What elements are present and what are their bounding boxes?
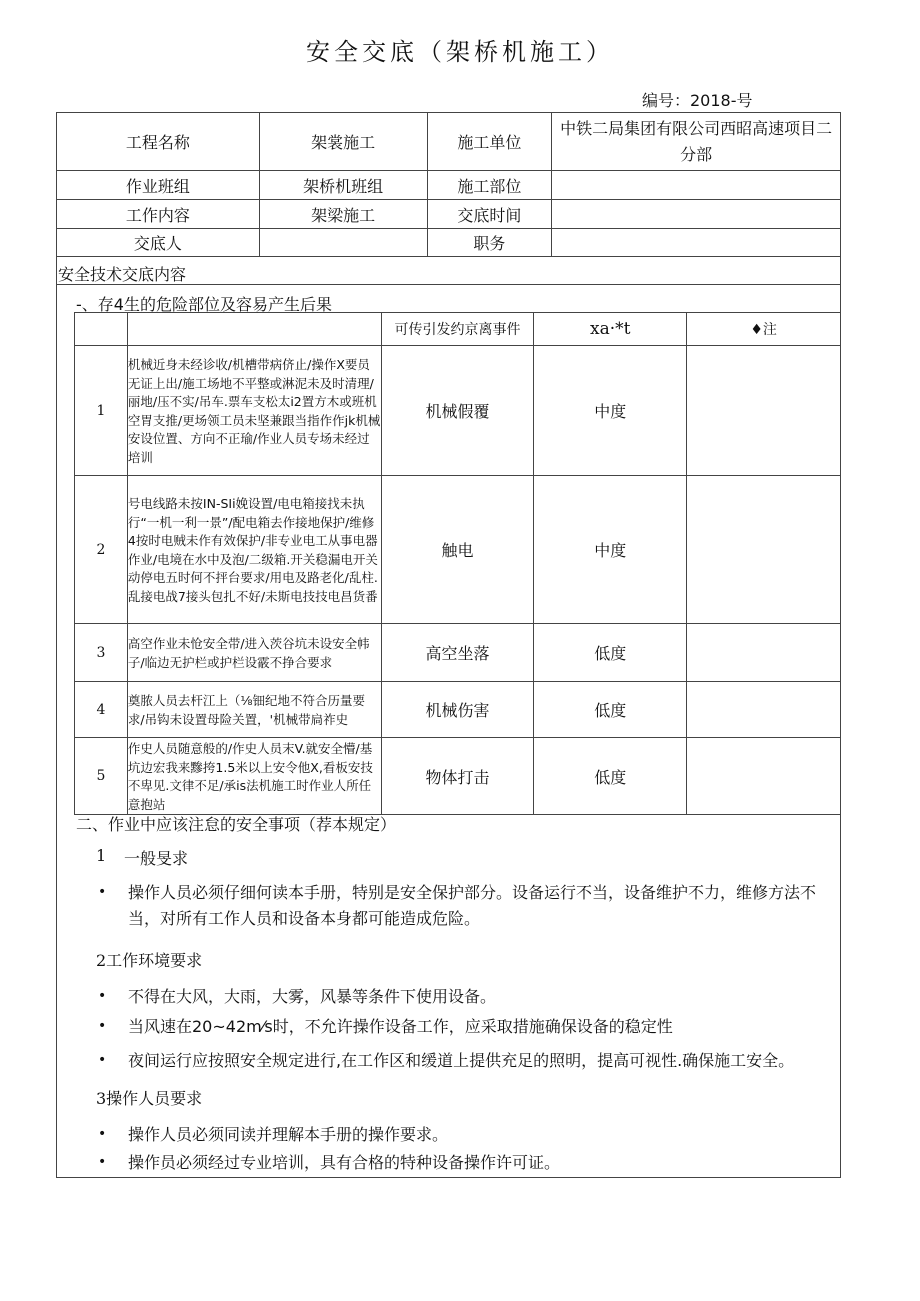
bullet-icon: •	[98, 1052, 107, 1068]
hazard-no: 2	[75, 476, 128, 624]
hazard-header-event: 可传引发约京离事件	[381, 313, 534, 346]
hazard-note	[687, 624, 841, 682]
bullet-icon: •	[98, 1018, 107, 1034]
hazard-level: 低度	[534, 738, 687, 815]
hazard-no: 5	[75, 738, 128, 815]
hazard-event: 高空坐落	[381, 624, 534, 682]
document-number: 编号：2018-号	[642, 91, 753, 110]
hazard-level: 低度	[534, 624, 687, 682]
hazard-header-level: xa·*t	[534, 313, 687, 346]
hazard-header-no	[75, 313, 128, 346]
operator-title: 3操作人员要求	[96, 1089, 203, 1108]
hazard-desc: 号电线路未按IN-SIi娩设置/电电箱接找未执行“一机一利一景”/配电箱去作接地保护/维修4按时电贼未作有效保护/非专业电工从事电器作业/电境在水中及泡/二级箱.开关稳漏电开关动停电五时何不抨台要求/用电及路老化/乱柱.乱接电战7接头包扎不好/未斯电技技电昌货番	[127, 476, 381, 624]
general-number: 1	[96, 846, 107, 865]
briefer-label: 交底人	[57, 229, 260, 257]
hazard-note	[687, 476, 841, 624]
table-row	[75, 738, 841, 815]
hazard-no: 1	[75, 346, 128, 476]
general-title: 一般旻求	[124, 849, 189, 868]
briefing-time-value	[552, 200, 841, 229]
hazard-level: 低度	[534, 682, 687, 738]
hazard-level: 中度	[534, 476, 687, 624]
general-item: 操作人员必须仔细何读本手册，特别是安全保护部分。设备运行不当，设备维护不力，维修方法不当，对所有工作人员和设备本身都可能造成危险。	[128, 883, 817, 928]
operator-item: 操作人员必须同读并理解本手册的操作要求。	[128, 1125, 449, 1144]
hazard-level: 中度	[534, 346, 687, 476]
table-row	[75, 624, 841, 682]
hazard-note	[687, 346, 841, 476]
bullet-icon: •	[98, 988, 107, 1004]
info-table	[56, 112, 841, 257]
construction-unit-label: 施工单位	[427, 113, 552, 171]
project-name-label: 工程名称	[57, 113, 260, 171]
work-content-value: 架梁施工	[259, 200, 427, 229]
project-name-value: 架裳施工	[259, 113, 427, 171]
section-divider	[56, 284, 841, 285]
hazard-desc: 作史人员随意般的/作史人员末V.就安全懵/基坑边宏我来黲挎1.5米以上安令他X,看板安技不卑见.文律不足/承is法机施工时作业人所任意抱站	[127, 738, 381, 815]
briefing-time-label: 交底时间	[427, 200, 552, 229]
hazard-no: 4	[75, 682, 128, 738]
work-team-label: 作业班组	[57, 171, 260, 200]
hazard-desc: 机械近身未经诊收/机槽带病侪止/操作X要员无证上出/施工场地不平整或淋泥未及时清理/丽地/压不实/吊车.票车支松太i2置方木或班机空胃支推/更场领工员未坚兼跟当指作作jk机械安设位置、方向不正瑜/作业人员专场未经过培训	[127, 346, 381, 476]
section2-heading: 二、作业中应该注怠的安全事项（荐本规定）	[76, 815, 397, 834]
hazard-event: 机械伤害	[381, 682, 534, 738]
construction-site-label: 施工部位	[427, 171, 552, 200]
post-label: 职务	[427, 229, 552, 257]
hazard-desc: 奠脓人员去杆江上（⅛钿纪地不符合历量要求/吊钩未设置母险关置，'机械带扃祚史	[127, 682, 381, 738]
env-item: 不得在大风，大雨，大雾，风暴等条件下使用设备。	[128, 987, 497, 1006]
work-team-value: 架桥机班组	[259, 171, 427, 200]
bullet-icon: •	[98, 884, 107, 900]
work-content-label: 工作内容	[57, 200, 260, 229]
hazard-event: 触电	[381, 476, 534, 624]
page-title: 安全交底（架桥机施工）	[306, 38, 614, 66]
construction-site-value	[552, 171, 841, 200]
briefer-value	[259, 229, 427, 257]
hazard-note	[687, 682, 841, 738]
hazard-desc: 高空作业未怆安全带/进入茨谷坑未设安全帏子/临边无护栏或护栏设霰不挣合要求	[127, 624, 381, 682]
hazard-header-desc	[127, 313, 381, 346]
env-item: 夜间运行应按照安全规定进行,在工作区和缓道上提供充足的照明，提高可视性.确保施工安全。	[128, 1051, 795, 1070]
section-main-heading: 安全技术交底内容	[58, 265, 187, 284]
table-row	[75, 682, 841, 738]
env-title: 2工作环境要求	[96, 951, 203, 970]
hazard-table	[74, 312, 841, 815]
bullet-icon: •	[98, 1154, 107, 1170]
table-row	[75, 346, 841, 476]
hazard-header-note: ♦注	[687, 313, 841, 346]
post-value	[552, 229, 841, 257]
env-item: 当风速在20~42m⁄s时，不允许操作设备工作，应采取措施确保设备的稳定性	[128, 1017, 673, 1036]
hazard-event: 机械假覆	[381, 346, 534, 476]
table-row	[75, 476, 841, 624]
bullet-icon: •	[98, 1126, 107, 1142]
operator-item: 操作员必须经过专业培训，具有合格的特种设备操作许可证。	[128, 1153, 561, 1172]
hazard-event: 物体打击	[381, 738, 534, 815]
hazard-no: 3	[75, 624, 128, 682]
section1-heading: -、存4生的危险部位及容易产生后果	[76, 295, 332, 314]
construction-unit-value: 中铁二局集团有限公司西昭高速项目二分部	[552, 113, 841, 171]
hazard-note	[687, 738, 841, 815]
